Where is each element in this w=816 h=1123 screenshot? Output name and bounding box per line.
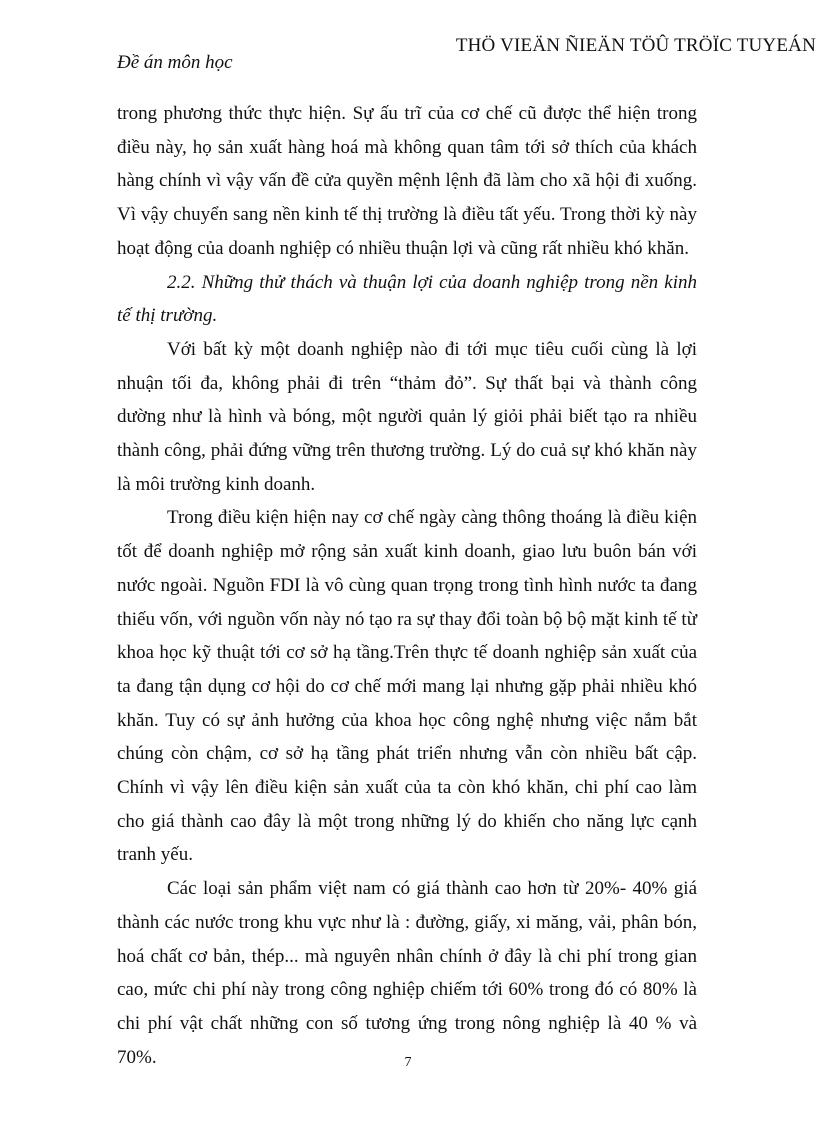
- paragraph: Các loại sản phẩm việt nam có giá thành cao hơn từ 20%- 40% giá thành các nước trong khu vực như là : đường, giấy, xi măng, vải, phân bón, hoá chất cơ bản, thép... mà nguyên nhân chính ở đây là chi phí trong gian cao, mức chi phí này trong công nghiệp chiếm tới 60% trong đó có 80% là chi phí vật chất những con số tương ứng trong nông nghiệp là 40 % và 70%.: [117, 878, 697, 1068]
- paragraph-continuation: trong phương thức thực hiện. Sự ấu trĩ của cơ chế cũ được thể hiện trong điều này, họ sản xuất hàng hoá mà không quan tâm tới sở thích của khách hàng chính vì vậy vấn đề cửa quyền mệnh lệnh đã làm cho xã hội đi xuống. Vì vậy chuyển sang nền kinh tế thị trường là điều tất yếu. Trong thời kỳ này hoạt động của doanh nghiệp có nhiều thuận lợi và cũng rất nhiều khó khăn.: [117, 103, 697, 259]
- body-text: [117, 97, 697, 1074]
- section-heading: 2.2. Những thử thách và thuận lợi của doanh nghiệp trong nền kinh tế thị trường.: [117, 271, 697, 327]
- document-title: Đề án môn học: [117, 52, 233, 73]
- paragraph: Với bất kỳ một doanh nghiệp nào đi tới mục tiêu cuối cùng là lợi nhuận tối đa, không phải đi trên “thảm đỏ”. Sự thất bại và thành công dường như là hình và bóng, một người quản lý giỏi phải biết tạo ra nhiều thành công, phải đứng vững trên thương trường. Lý do cuả sự khó khăn này là môi trường kinh doanh.: [117, 338, 697, 495]
- page-number: 7: [404, 1055, 412, 1070]
- library-header: THÖ VIEÄN ÑIEÄN TÖÛ TRÖÏC TUYEÁN: [455, 35, 816, 56]
- paragraph: Trong điều kiện hiện nay cơ chế ngày càng thông thoáng là điều kiện tốt để doanh nghiệp mở rộng sản xuất kinh doanh, giao lưu buôn bán với nước ngoài. Nguồn FDI là vô cùng quan trọng trong tình hình nước ta đang thiếu vốn, với nguồn vốn này nó tạo ra sự thay đổi toàn bộ bộ mặt kinh tế từ khoa học kỹ thuật tới cơ sở hạ tầng.Trên thực tế doanh nghiệp sản xuất của ta đang tận dụng cơ hội do cơ chế mới mang lại nhưng gặp phải nhiều khó khăn. Tuy có sự ảnh hưởng của khoa học công nghệ nhưng việc nắm bắt chúng còn chậm, cơ sở hạ tầng phát triển nhưng vẫn còn nhiều bất cập. Chính vì vậy lên điều kiện sản xuất của ta còn khó khăn, chi phí cao làm cho giá thành cao đây là một trong những lý do khiến cho năng lực cạnh tranh yếu.: [117, 507, 697, 866]
